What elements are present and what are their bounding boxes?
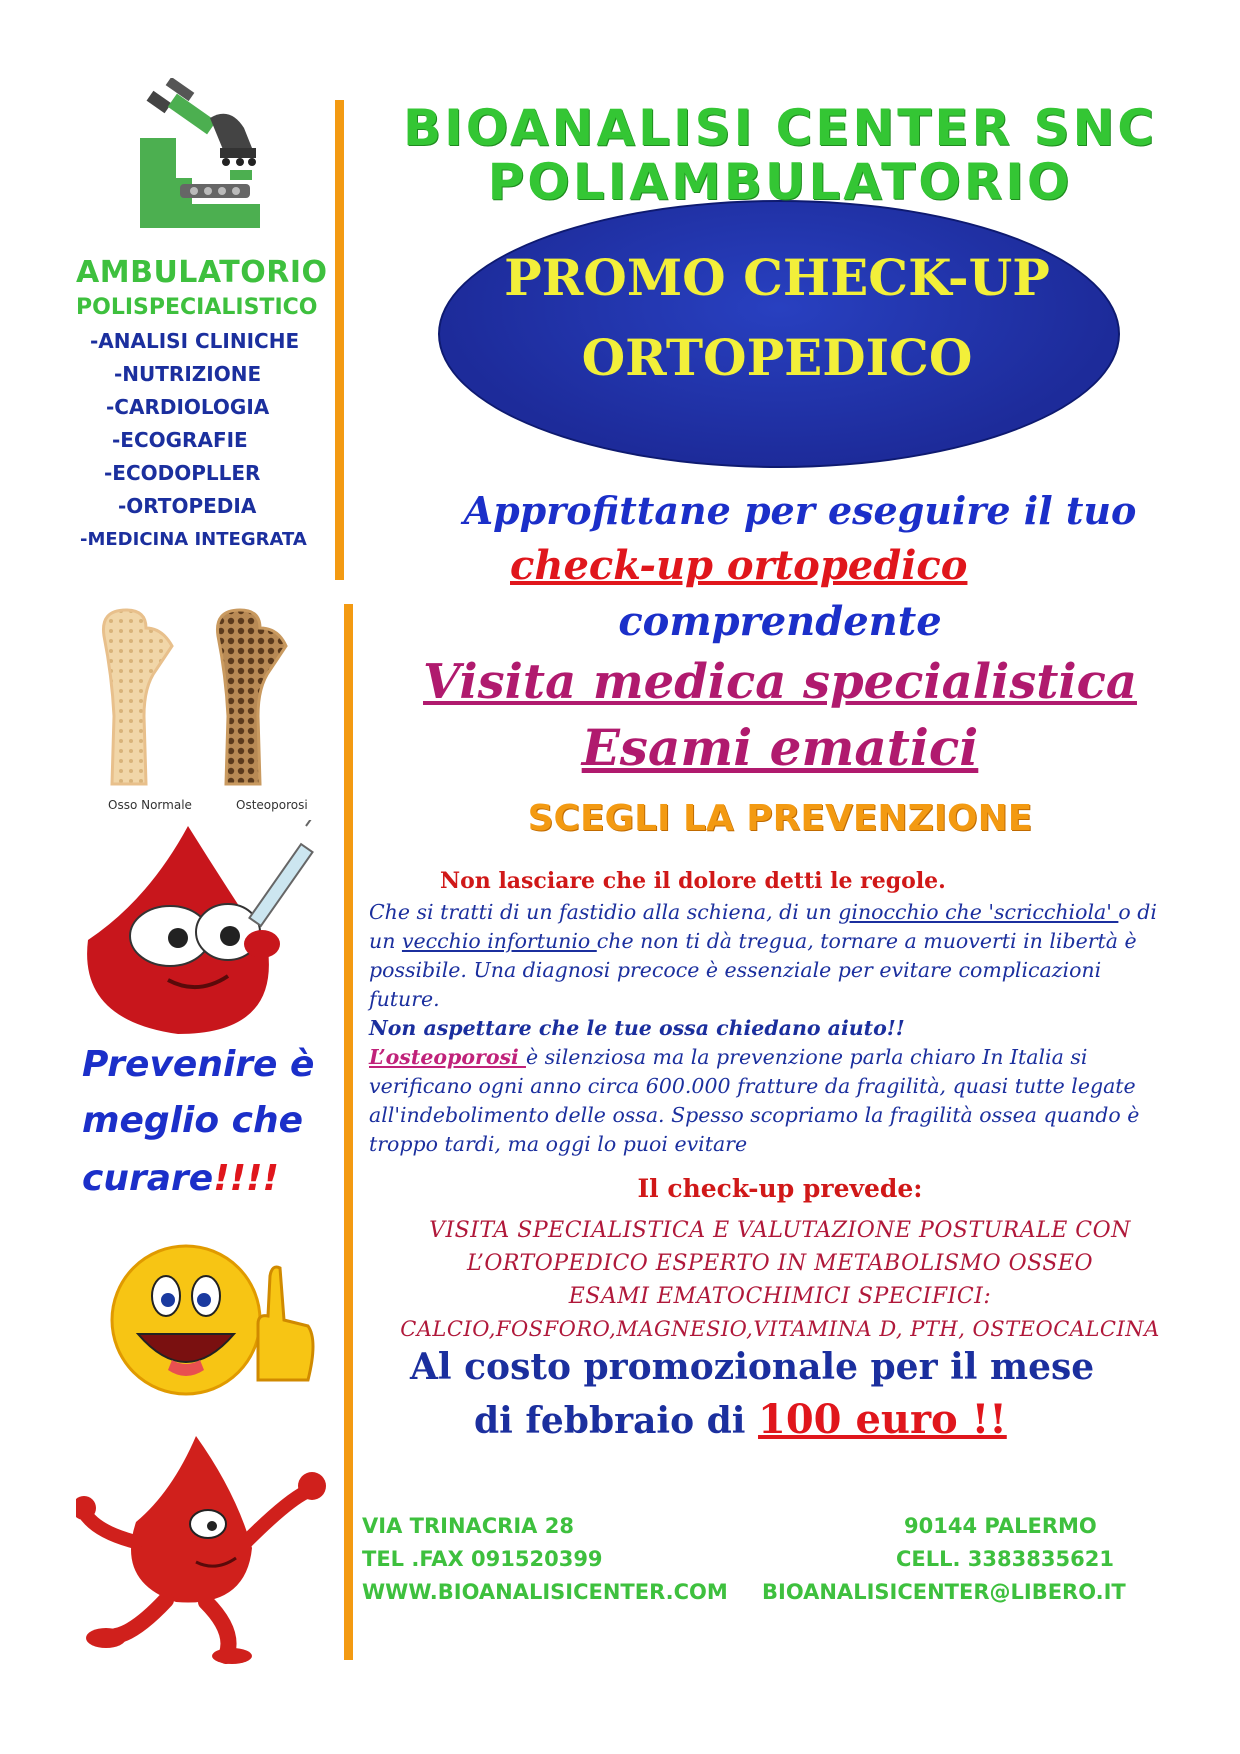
sidebar-menu bbox=[76, 255, 346, 556]
intro-text: Approfittane per eseguire il tuo bbox=[463, 488, 1137, 533]
divider-bar-bottom bbox=[344, 604, 353, 1660]
footer-email[interactable]: BIOANALISICENTER@LIBERO.IT bbox=[762, 1580, 1126, 1604]
slogan-line2: meglio che bbox=[82, 1100, 304, 1141]
promo-line2: ORTOPEDICO bbox=[581, 328, 973, 387]
comprendente-text: comprendente bbox=[618, 598, 942, 645]
sidebar-item-nutrizione: -NUTRIZIONE bbox=[114, 362, 262, 386]
body-paragraph-2: L’osteoporosi è silenziosa ma la prevenzione parla chiaro In Italia si verificano ogni anno circa 600.000 fratture da fragilità, quasi tutte legate all'indebolimento delle ossa. Spesso scopriamo la fragilità ossea quando è troppo tardi, ma oggi lo puoi evitare bbox=[369, 1045, 1140, 1156]
header-title: BIOANALISI CENTER SNC bbox=[402, 99, 1157, 157]
footer-address: VIA TRINACRIA 28 bbox=[362, 1514, 574, 1538]
sidebar-item-ecografie: -ECOGRAFIE bbox=[112, 428, 248, 452]
checkup-item-ortopedico: L’ORTOPEDICO ESPERTO IN METABOLISMO OSSEO bbox=[467, 1251, 1093, 1276]
price-text: 100 euro !! bbox=[758, 1396, 1007, 1443]
sidebar-title: AMBULATORIO bbox=[76, 255, 328, 290]
ginocchio-link: ginocchio che 'scricchiola' bbox=[838, 900, 1119, 924]
esami-headline: Esami ematici bbox=[581, 718, 979, 777]
slogan-curare: curare bbox=[82, 1158, 214, 1199]
blood-drop-mascot-illustration bbox=[78, 820, 338, 1040]
dolore-heading: Non lasciare che il dolore detti le regole. bbox=[440, 868, 946, 894]
footer-city: 90144 PALERMO bbox=[904, 1514, 1097, 1538]
footer-cell: CELL. 3383835621 bbox=[896, 1547, 1114, 1571]
checkup-headline: check-up ortopedico bbox=[510, 542, 968, 589]
bone-comparison-illustration bbox=[86, 606, 326, 796]
sidebar-item-ortopedia: -ORTOPEDIA bbox=[118, 494, 257, 518]
slogan-line3 bbox=[82, 1158, 279, 1199]
costo-line2: di febbraio di 100 euro !! bbox=[474, 1396, 1007, 1443]
body-paragraph-1: Che si tratti di un fastidio alla schiena, di un ginocchio che 'scricchiola' o di un vecchio infortunio che non ti dà tregua, tornare a muoverti in libertà è possibile. Una diagnosi precoce è essenziale per evitare complicazioni future. bbox=[369, 900, 1157, 1011]
microscope-logo bbox=[140, 78, 280, 238]
osteoporosi-link: L’osteoporosi bbox=[369, 1045, 526, 1069]
slogan-line1: Prevenire è bbox=[82, 1044, 315, 1085]
checkup-item-parametri: CALCIO,FOSFORO,MAGNESIO,VITAMINA D, PTH, OSTEOCALCINA bbox=[400, 1317, 1160, 1341]
sidebar-item-medicina: -MEDICINA INTEGRATA bbox=[80, 529, 307, 550]
sidebar-item-analisi: -ANALISI CLINICHE bbox=[90, 329, 300, 353]
sidebar-item-ecodoppler: -ECODOPLLER bbox=[104, 461, 261, 485]
scegli-prevenzione: SCEGLI LA PREVENZIONE bbox=[527, 798, 1033, 839]
promo-line1: PROMO CHECK-UP bbox=[504, 248, 1050, 307]
checkup-item-visita: VISITA SPECIALISTICA E VALUTAZIONE POSTURALE CON bbox=[429, 1218, 1131, 1243]
sidebar-subtitle: POLISPECIALISTICO bbox=[76, 295, 318, 320]
visita-headline: Visita medica specialistica bbox=[423, 654, 1137, 710]
footer-phone: TEL .FAX 091520399 bbox=[362, 1547, 603, 1571]
non-aspettare-text: Non aspettare che le tue ossa chiedano aiuto!! bbox=[369, 1016, 905, 1040]
prevede-heading: Il check-up prevede: bbox=[637, 1174, 923, 1203]
smiley-thumbs-up-illustration bbox=[108, 1240, 328, 1400]
divider-bar-top bbox=[335, 100, 344, 580]
running-blood-drop-illustration bbox=[76, 1432, 326, 1664]
header-subtitle: POLIAMBULATORIO bbox=[487, 153, 1073, 211]
infortunio-link: vecchio infortunio bbox=[401, 929, 597, 953]
checkup-item-esami: ESAMI EMATOCHIMICI SPECIFICI: bbox=[568, 1284, 992, 1309]
footer-website[interactable]: WWW.BIOANALISICENTER.COM bbox=[362, 1580, 728, 1604]
sidebar-item-cardiologia: -CARDIOLOGIA bbox=[106, 395, 270, 419]
bone-label-normal: Osso Normale bbox=[108, 798, 192, 812]
slogan-emphasis: !!!! bbox=[213, 1158, 279, 1199]
costo-line1: Al costo promozionale per il mese bbox=[410, 1346, 1095, 1388]
bone-label-osteoporosis: Osteoporosi bbox=[236, 798, 308, 812]
body-text bbox=[369, 898, 1161, 1159]
